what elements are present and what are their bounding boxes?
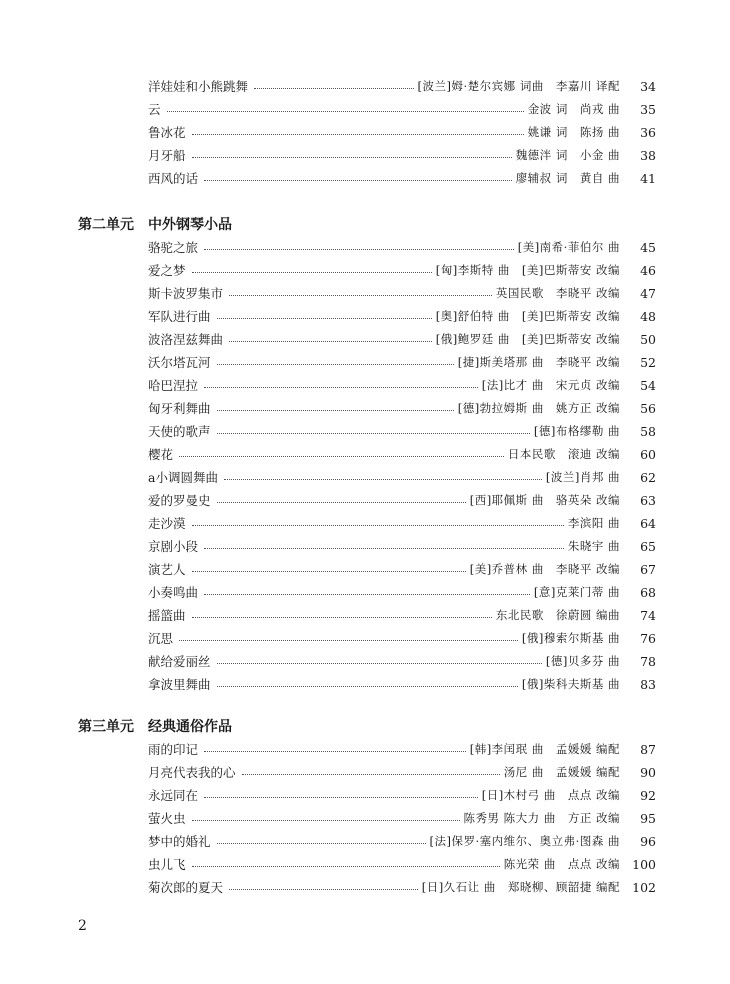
entry-credit: 东北民歌 徐蔚圆 编曲 <box>495 608 620 622</box>
dot-leader <box>204 751 466 752</box>
entry-page: 45 <box>640 239 656 255</box>
entry-credit: [德]勃拉姆斯 曲 姚方正 改编 <box>457 401 620 415</box>
dot-leader <box>217 686 518 687</box>
unit-number: 第二单元 <box>78 217 134 233</box>
dot-leader <box>217 433 530 434</box>
entry-title: 爱的罗曼史 <box>148 493 211 508</box>
dot-leader <box>217 663 542 664</box>
dot-leader <box>192 866 500 867</box>
entry-credit: [法]保罗·塞内维尔、奥立弗·图森 曲 <box>429 834 620 848</box>
dot-leader <box>192 157 512 158</box>
dot-leader <box>217 318 432 319</box>
entry-credit: [美]南希·菲伯尔 曲 <box>517 240 620 254</box>
toc-entry[interactable] <box>148 98 656 120</box>
entry-credit: 魏德泮 词 小金 曲 <box>515 148 620 162</box>
entry-title: 洋娃娃和小熊跳舞 <box>148 79 249 94</box>
entry-credit: [匈]李斯特 曲 [美]巴斯蒂安 改编 <box>435 263 620 277</box>
entry-title: 斯卡波罗集市 <box>148 286 224 301</box>
entry-credit: [奥]舒伯特 曲 [美]巴斯蒂安 改编 <box>435 309 620 323</box>
entry-page: 35 <box>640 101 656 117</box>
dot-leader <box>254 88 414 89</box>
entry-page: 36 <box>640 124 656 140</box>
dot-leader <box>224 479 542 480</box>
entry-page: 100 <box>632 856 656 872</box>
entry-credit: [日]木村弓 曲 点点 改编 <box>481 788 620 802</box>
dot-leader <box>204 548 564 549</box>
entry-credit: 金波 词 尚戎 曲 <box>527 102 620 116</box>
toc-entry[interactable] <box>148 236 656 258</box>
entry-page: 62 <box>640 469 656 485</box>
dot-leader <box>192 272 432 273</box>
entry-page: 68 <box>640 584 656 600</box>
entry-page: 87 <box>640 741 656 757</box>
toc-entry[interactable] <box>148 512 656 534</box>
dot-leader <box>229 295 492 296</box>
entry-title: 摇篮曲 <box>148 608 186 623</box>
entry-title: 鲁冰花 <box>148 125 186 140</box>
entry-page: 92 <box>640 787 656 803</box>
toc-entry[interactable] <box>148 558 656 580</box>
dot-leader <box>204 594 530 595</box>
entry-title: 军队进行曲 <box>148 309 211 324</box>
entry-page: 95 <box>640 810 656 826</box>
toc-entry[interactable] <box>148 75 656 97</box>
toc-entry[interactable] <box>148 581 656 603</box>
toc-entry[interactable] <box>148 305 656 327</box>
entry-page: 60 <box>640 446 656 462</box>
toc-entry[interactable] <box>148 761 656 783</box>
entry-title: 骆驼之旅 <box>148 240 199 255</box>
entry-title: 波洛涅兹舞曲 <box>148 332 224 347</box>
entry-title: 雨的印记 <box>148 742 199 757</box>
toc-entry[interactable] <box>148 374 656 396</box>
unit-heading <box>78 715 478 737</box>
entry-title: 献给爱丽丝 <box>148 654 211 669</box>
entry-title: 萤火虫 <box>148 811 186 826</box>
entry-title: 菊次郎的夏天 <box>148 880 224 895</box>
dot-leader <box>179 456 504 457</box>
entry-credit: [俄]鲍罗廷 曲 [美]巴斯蒂安 改编 <box>435 332 620 346</box>
entry-credit: 汤尼 曲 孟媛媛 编配 <box>503 765 620 779</box>
toc-entry[interactable] <box>148 328 656 350</box>
toc-entry[interactable] <box>148 144 656 166</box>
dot-leader <box>242 774 500 775</box>
entry-credit: [波兰]肖邦 曲 <box>545 470 620 484</box>
entry-page: 63 <box>640 492 656 508</box>
toc-entry[interactable] <box>148 830 656 852</box>
toc-entry[interactable] <box>148 535 656 557</box>
entry-page: 76 <box>640 630 656 646</box>
entry-credit: 陈光荣 曲 点点 改编 <box>503 857 620 871</box>
dot-leader <box>204 249 514 250</box>
entry-credit: 日本民歌 滚迪 改编 <box>507 447 620 461</box>
toc-entry[interactable] <box>148 443 656 465</box>
entry-credit: [波兰]姆·楚尔宾娜 词曲 李嘉川 译配 <box>417 79 620 93</box>
entry-title: 天使的歌声 <box>148 424 211 439</box>
entry-page: 34 <box>640 78 656 94</box>
toc-entry[interactable] <box>148 259 656 281</box>
dot-leader <box>229 341 432 342</box>
unit-name: 中外钢琴小品 <box>148 217 232 233</box>
unit-name: 经典通俗作品 <box>148 719 232 735</box>
entry-credit: [德]布格缪勒 曲 <box>533 424 620 438</box>
dot-leader <box>204 180 512 181</box>
entry-page: 64 <box>640 515 656 531</box>
entry-title: 月牙船 <box>148 148 186 163</box>
entry-credit: [美]乔普林 曲 李晓平 改编 <box>469 562 620 576</box>
toc-entry[interactable] <box>148 167 656 189</box>
dot-leader <box>167 111 524 112</box>
toc-entry[interactable] <box>148 876 656 898</box>
entry-title: 拿波里舞曲 <box>148 677 211 692</box>
toc-entry[interactable] <box>148 673 656 695</box>
entry-page: 65 <box>640 538 656 554</box>
entry-page: 67 <box>640 561 656 577</box>
entry-title: 演艺人 <box>148 562 186 577</box>
entry-credit: [捷]斯美塔那 曲 李晓平 改编 <box>457 355 620 369</box>
entry-credit: [日]久石让 曲 郑晓柳、顾韶捷 编配 <box>421 880 620 894</box>
toc-entry[interactable] <box>148 650 656 672</box>
entry-title: 匈牙利舞曲 <box>148 401 211 416</box>
entry-page: 90 <box>640 764 656 780</box>
toc-entry[interactable] <box>148 351 656 373</box>
entry-page: 83 <box>640 676 656 692</box>
dot-leader <box>217 502 466 503</box>
entry-title: 月亮代表我的心 <box>148 765 236 780</box>
page-number: 2 <box>78 918 87 934</box>
entry-page: 96 <box>640 833 656 849</box>
entry-title: 西风的话 <box>148 171 199 186</box>
entry-credit: [意]克莱门蒂 曲 <box>533 585 620 599</box>
toc-entry[interactable] <box>148 489 656 511</box>
unit-heading <box>78 213 478 235</box>
entry-title: 永远同在 <box>148 788 199 803</box>
entry-title: a小调圆舞曲 <box>148 470 218 485</box>
entry-credit: 李滨阳 曲 <box>567 516 620 530</box>
entry-credit: [西]耶佩斯 曲 骆英朵 改编 <box>469 493 620 507</box>
toc-entry[interactable] <box>148 738 656 760</box>
toc-entry[interactable] <box>148 784 656 806</box>
entry-page: 58 <box>640 423 656 439</box>
toc-entry[interactable] <box>148 121 656 143</box>
entry-title: 小奏鸣曲 <box>148 585 199 600</box>
dot-leader <box>192 134 524 135</box>
toc-entry[interactable] <box>148 604 656 626</box>
entry-page: 52 <box>640 354 656 370</box>
entry-credit: [德]贝多芬 曲 <box>545 654 620 668</box>
entry-credit: [俄]穆索尔斯基 曲 <box>521 631 620 645</box>
dot-leader <box>217 843 426 844</box>
dot-leader <box>192 820 460 821</box>
entry-page: 46 <box>640 262 656 278</box>
unit-number: 第三单元 <box>78 719 134 735</box>
toc-entry[interactable] <box>148 466 656 488</box>
dot-leader <box>217 364 454 365</box>
entry-title: 走沙漠 <box>148 516 186 531</box>
entry-page: 74 <box>640 607 656 623</box>
entry-title: 云 <box>148 102 161 117</box>
entry-credit: 陈秀男 陈大力 曲 方正 改编 <box>463 811 620 825</box>
entry-page: 41 <box>640 170 656 186</box>
entry-credit: 英国民歌 李晓平 改编 <box>495 286 620 300</box>
dot-leader <box>192 571 466 572</box>
entry-page: 78 <box>640 653 656 669</box>
entry-title: 京剧小段 <box>148 539 199 554</box>
dot-leader <box>192 525 564 526</box>
entry-title: 沉思 <box>148 631 174 646</box>
dot-leader <box>204 797 478 798</box>
entry-credit: [俄]柴科夫斯基 曲 <box>521 677 620 691</box>
entry-credit: [法]比才 曲 宋元贞 改编 <box>481 378 620 392</box>
entry-title: 梦中的婚礼 <box>148 834 211 849</box>
entry-title: 爱之梦 <box>148 263 186 278</box>
dot-leader <box>192 617 492 618</box>
entry-credit: [韩]李闰珉 曲 孟媛媛 编配 <box>469 742 620 756</box>
entry-page: 50 <box>640 331 656 347</box>
dot-leader <box>204 387 478 388</box>
toc-entry[interactable] <box>148 853 656 875</box>
toc-entry[interactable] <box>148 282 656 304</box>
entry-title: 樱花 <box>148 447 174 462</box>
entry-page: 47 <box>640 285 656 301</box>
toc-entry[interactable] <box>148 397 656 419</box>
entry-title: 沃尔塔瓦河 <box>148 355 211 370</box>
toc-entry[interactable] <box>148 627 656 649</box>
entry-title: 虫儿飞 <box>148 857 186 872</box>
entry-page: 56 <box>640 400 656 416</box>
entry-page: 48 <box>640 308 656 324</box>
dot-leader <box>179 640 518 641</box>
entry-credit: 廖辅叔 词 黄自 曲 <box>515 171 620 185</box>
entry-credit: 姚谦 词 陈扬 曲 <box>527 125 620 139</box>
entry-title: 哈巴涅拉 <box>148 378 199 393</box>
dot-leader <box>217 410 454 411</box>
entry-page: 54 <box>640 377 656 393</box>
toc-entry[interactable] <box>148 420 656 442</box>
entry-credit: 朱晓宇 曲 <box>567 539 620 553</box>
toc-entry[interactable] <box>148 807 656 829</box>
dot-leader <box>229 889 418 890</box>
entry-page: 38 <box>640 147 656 163</box>
entry-page: 102 <box>632 879 656 895</box>
